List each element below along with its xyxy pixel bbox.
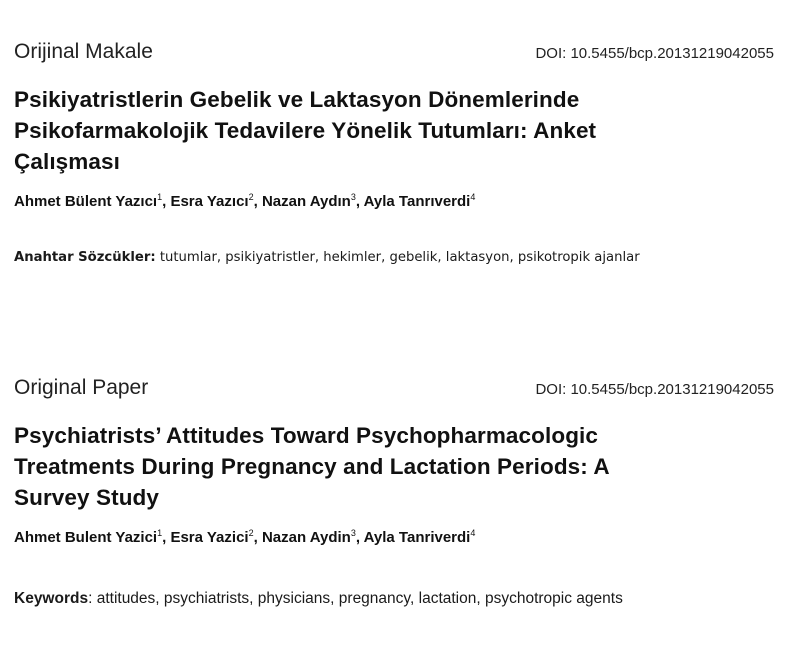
authors-tr: Ahmet Bülent Yazıcı$^1$, Esra Yazıcı$^2$, Nazan Aydın$^3$, Ayla Tanrıverdi$^4$	[14, 192, 476, 210]
author-name: Ahmet Bulent Yazici	[14, 529, 158, 546]
title-en-line: Survey Study	[14, 485, 159, 510]
author-affiliation: 3	[350, 528, 356, 538]
english-section	[14, 376, 776, 608]
authors-en: Ahmet Bulent Yazici$^1$, Esra Yazici$^2$, Nazan Aydin$^3$, Ayla Tanriverdi$^4$	[14, 528, 476, 546]
author-name: Ayla Tanrıverdi	[363, 193, 471, 210]
author-affiliation: 4	[470, 528, 476, 538]
doi-tr: DOI: 10.5455/bcp.20131219042055	[535, 45, 774, 62]
keywords-tr	[14, 250, 776, 265]
author-name: Esra Yazici	[170, 529, 249, 546]
author-affiliation: 1	[157, 528, 163, 538]
keywords-en	[14, 590, 776, 608]
title-tr-line: Psikofarmakolojik Tedavilere Yönelik Tutumları: Anket	[14, 118, 597, 143]
title-tr	[14, 84, 776, 177]
article-type-tr: Orijinal Makale	[14, 40, 153, 63]
turkish-section	[14, 40, 776, 265]
author-affiliation: 2	[248, 528, 254, 538]
title-en	[14, 420, 776, 513]
title-tr-line: Çalışması	[14, 149, 120, 174]
author-name: Nazan Aydın	[261, 193, 351, 210]
keywords-text-en: : attitudes, psychiatrists, physicians, pregnancy, lactation, psychotropic agents	[88, 590, 623, 607]
title-en-line: Psychiatrists’ Attitudes Toward Psychopharmacologic	[14, 423, 599, 448]
doi-en: DOI: 10.5455/bcp.20131219042055	[535, 381, 774, 398]
keywords-label-en: Keywords	[14, 590, 89, 607]
title-tr-line: Psikiyatristlerin Gebelik ve Laktasyon Dönemlerinde	[14, 87, 580, 112]
author-name: Nazan Aydin	[261, 529, 351, 546]
author-name: Ayla Tanriverdi	[363, 529, 471, 546]
author-affiliation: 2	[248, 192, 254, 202]
english-header-row	[14, 376, 776, 400]
author-affiliation: 4	[470, 192, 476, 202]
turkish-header-row	[14, 40, 776, 64]
author-name: Ahmet Bülent Yazıcı	[14, 193, 158, 210]
author-affiliation: 3	[350, 192, 356, 202]
keywords-text-tr: tutumlar, psikiyatristler, hekimler, gebelik, laktasyon, psikotropik ajanlar	[155, 250, 640, 265]
title-en-line: Treatments During Pregnancy and Lactation Periods: A	[14, 454, 610, 479]
article-type-en: Original Paper	[14, 376, 149, 399]
author-affiliation: 1	[157, 192, 163, 202]
author-name: Esra Yazıcı	[170, 193, 249, 210]
keywords-label-tr: Anahtar Sözcükler:	[14, 250, 156, 265]
